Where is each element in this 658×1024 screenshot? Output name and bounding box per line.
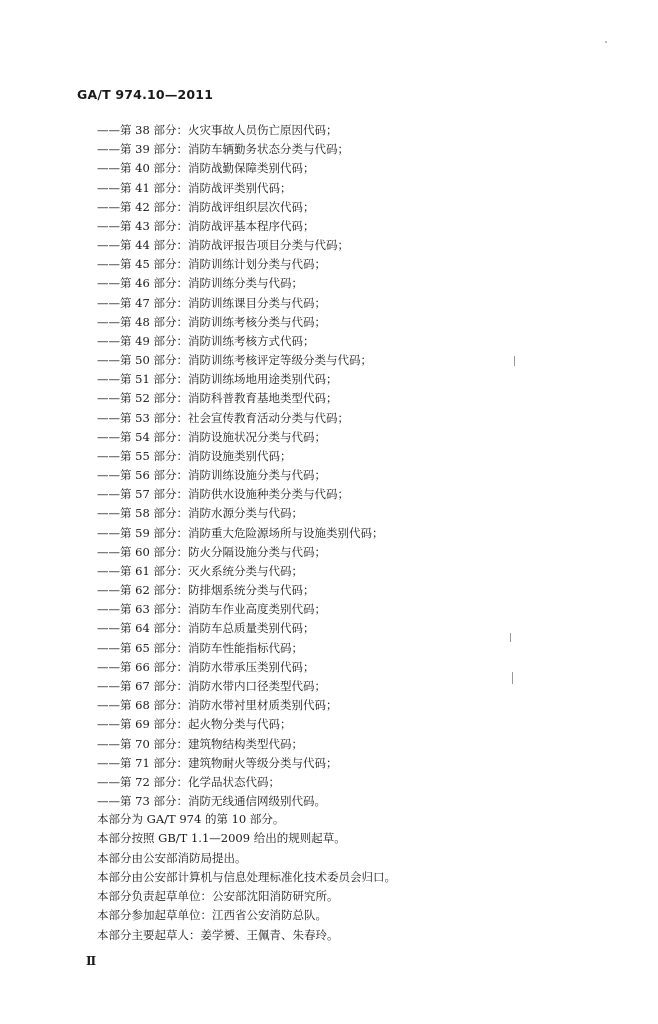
part-list-item: ——第 41 部分：消防战评类别代码；	[97, 180, 292, 195]
scan-artifact	[514, 356, 515, 366]
foreword-paragraph: 本部分由公安部消防局提出。	[97, 850, 247, 865]
part-list-item: ——第 69 部分：起火物分类与代码；	[97, 717, 292, 732]
part-list-item: ——第 52 部分：消防科普教育基地类型代码；	[97, 391, 338, 406]
part-list-item: ——第 62 部分：防排烟系统分类与代码；	[97, 583, 315, 598]
part-list-item: ——第 70 部分：建筑物结构类型代码；	[97, 736, 303, 751]
foreword-paragraphs	[97, 810, 396, 945]
foreword-paragraph: 本部分负责起草单位：公安部沈阳消防研究所。	[97, 889, 339, 904]
part-list-item: ——第 48 部分：消防训练考核分类与代码；	[97, 314, 326, 329]
parts-list	[97, 121, 383, 811]
foreword-paragraph: 本部分由公安部计算机与信息处理标准化技术委员会归口。	[97, 869, 396, 884]
part-list-item: ——第 55 部分：消防设施类别代码；	[97, 448, 292, 463]
part-list-item: ——第 60 部分：防火分隔设施分类与代码；	[97, 544, 326, 559]
part-list-item: ——第 42 部分：消防战评组织层次代码；	[97, 199, 315, 214]
part-list-item: ——第 47 部分：消防训练课目分类与代码；	[97, 295, 326, 310]
scan-artifact	[512, 672, 513, 684]
part-list-item: ——第 51 部分：消防训练场地用途类别代码；	[97, 372, 338, 387]
part-list-item: ——第 39 部分：消防车辆勤务状态分类与代码；	[97, 142, 349, 157]
part-list-item: ——第 65 部分：消防车性能指标代码；	[97, 640, 303, 655]
part-list-item: ——第 66 部分：消防水带承压类别代码；	[97, 659, 315, 674]
part-list-item: ——第 56 部分：消防训练设施分类与代码；	[97, 468, 326, 483]
part-list-item: ——第 43 部分：消防战评基本程序代码；	[97, 218, 315, 233]
part-list-item: ——第 61 部分：灭火系统分类与代码；	[97, 563, 303, 578]
part-list-item: ——第 53 部分：社会宣传教育活动分类与代码；	[97, 410, 349, 425]
part-list-item: ——第 46 部分：消防训练分类与代码；	[97, 276, 303, 291]
foreword-paragraph: 本部分主要起草人：姜学赟、王佩青、朱春玲。	[97, 927, 339, 942]
part-list-item: ——第 72 部分：化学品状态代码；	[97, 774, 280, 789]
part-list-item: ——第 49 部分：消防训练考核方式代码；	[97, 333, 315, 348]
scan-artifact	[510, 633, 511, 642]
part-list-item: ——第 44 部分：消防战评报告项目分类与代码；	[97, 238, 349, 253]
part-list-item: ——第 40 部分：消防战勤保障类别代码；	[97, 161, 315, 176]
part-list-item: ——第 63 部分：消防车作业高度类别代码；	[97, 602, 326, 617]
part-list-item: ——第 38 部分：火灾事故人员伤亡原因代码；	[97, 123, 338, 137]
part-list-item: ——第 57 部分：消防供水设施种类分类与代码；	[97, 487, 349, 502]
part-list-item: ——第 67 部分：消防水带内口径类型代码；	[97, 678, 326, 693]
part-list-item: ——第 58 部分：消防水源分类与代码；	[97, 506, 303, 521]
part-list-item: ——第 73 部分：消防无线通信网级别代码。	[97, 794, 326, 809]
part-list-item: ——第 59 部分：消防重大危险源场所与设施类别代码；	[97, 525, 384, 540]
page-number: Ⅱ	[86, 954, 97, 968]
scan-artifact	[605, 41, 607, 43]
part-list-item: ——第 45 部分：消防训练计划分类与代码；	[97, 257, 326, 272]
part-list-item: ——第 50 部分：消防训练考核评定等级分类与代码；	[97, 353, 372, 368]
foreword-paragraph: 本部分参加起草单位：江西省公安消防总队。	[97, 908, 327, 923]
part-list-item: ——第 68 部分：消防水带衬里材质类别代码；	[97, 698, 338, 713]
part-list-item: ——第 54 部分：消防设施状况分类与代码；	[97, 429, 326, 444]
foreword-paragraph: 本部分按照 GB/T 1.1—2009 给出的规则起草。	[97, 831, 346, 846]
part-list-item: ——第 71 部分：建筑物耐火等级分类与代码；	[97, 755, 338, 770]
foreword-paragraph: 本部分为 GA/T 974 的第 10 部分。	[97, 812, 285, 826]
part-list-item: ——第 64 部分：消防车总质量类别代码；	[97, 621, 315, 636]
document-code-header: GA/T 974.10—2011	[77, 87, 214, 102]
